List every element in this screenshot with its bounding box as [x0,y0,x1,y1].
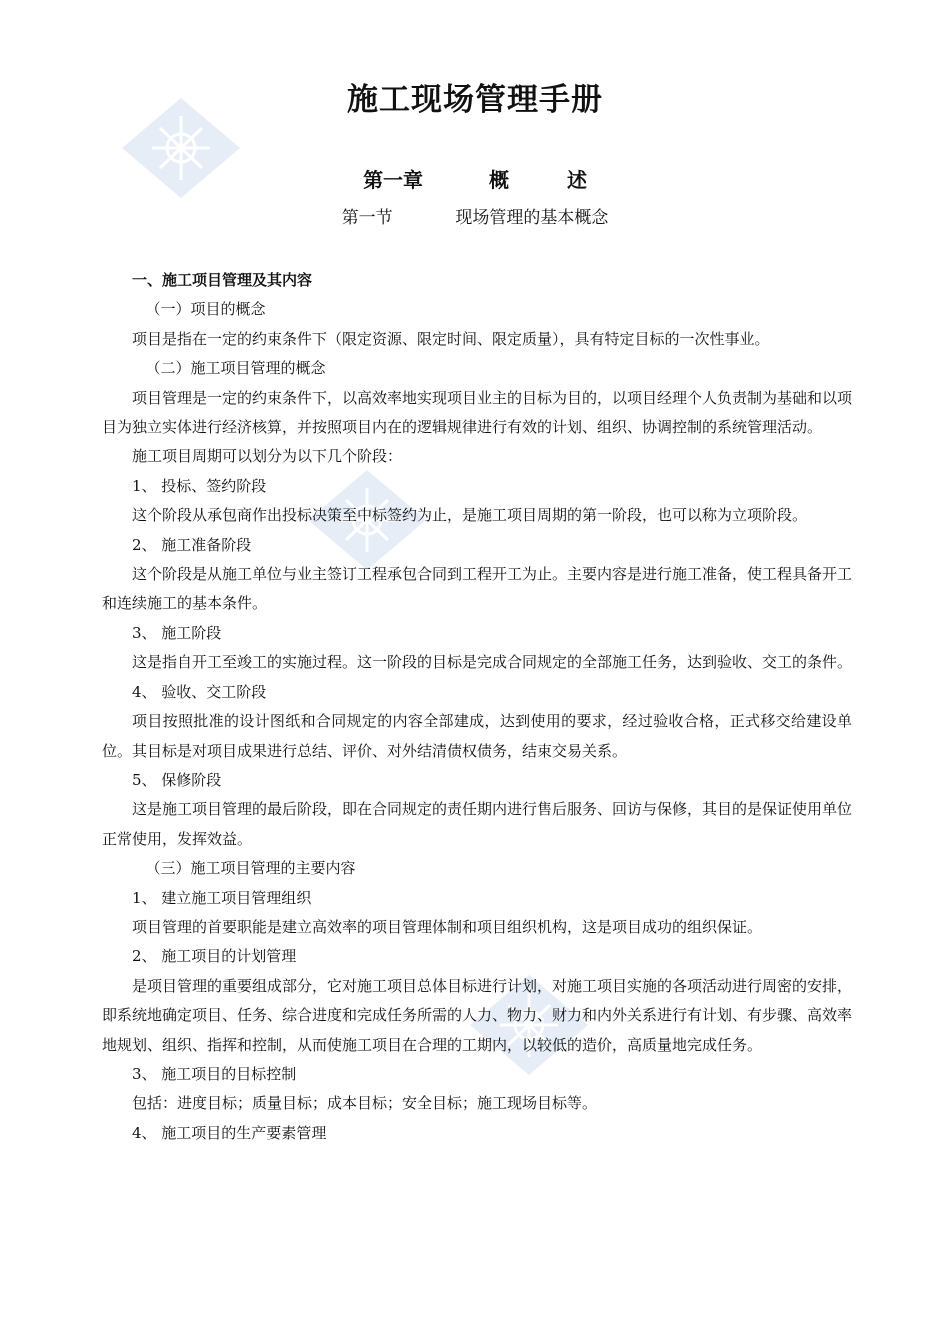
body-paragraph: 项目管理是一定的约束条件下，以高效率地实现项目业主的目标为目的，以项目经理个人负责制为基础和以项目为独立实体进行经济核算，并按照项目内在的逻辑规律进行有效的计划、组织、协调控制的系统管理活动。 [102,388,853,437]
body-paragraph: 4、 验收、交工阶段 [132,682,267,701]
section-heading [0,203,950,228]
section-number: 第一节 [341,208,393,228]
body-paragraph: 这是施工项目管理的最后阶段，即在合同规定的责任期内进行售后服务、回访与保修，其目的是保证使用单位正常使用，发挥效益。 [102,800,853,848]
body-paragraph: 3、 施工阶段 [132,623,222,642]
body-paragraph: 5、 保修阶段 [132,770,222,789]
body-paragraph: 3、 施工项目的目标控制 [132,1064,297,1083]
body-paragraph: 1、 建立施工项目管理组织 [132,888,312,907]
body-paragraph: 包括：进度目标；质量目标；成本目标；安全目标；施工现场目标等。 [132,1094,598,1113]
document-title: 施工现场管理手册 [347,82,603,118]
body-paragraph: 项目是指在一定的约束条件下（限定资源、限定时间、限定质量），具有特定目标的一次性事业。 [132,329,770,348]
body-paragraph: 4、 施工项目的生产要素管理 [132,1123,327,1142]
body-paragraph: 是项目管理的重要组成部分，它对施工项目总体目标进行计划，对施工项目实施的各项活动进行周密的安排，即系统地确定项目、任务、综合进度和完成任务所需的人力、物力、财力和内外关系进行有计划、有步骤、高效率地规划、组织、指挥和控制，从而使施工项目在合理的工期内，以较低的造价，高质量地完成任务。 [102,976,853,1054]
chapter-number: 第一章 [363,168,424,192]
document-body [102,266,852,1148]
body-paragraph: 施工项目周期可以划分为以下几个阶段： [132,447,403,466]
body-paragraph: 项目管理的首要职能是建立高效率的项目管理体制和项目组织机构，这是项目成功的组织保证。 [132,917,763,936]
subsection-heading: （三）施工项目管理的主要内容 [145,859,356,878]
chapter-name-first: 概 [489,168,509,192]
section-subheading: 一、施工项目管理及其内容 [132,271,313,289]
chapter-name-second: 述 [566,168,587,192]
section-name: 现场管理的基本概念 [455,208,609,228]
subsection-heading: （二）施工项目管理的概念 [145,359,326,378]
body-paragraph: 项目按照批准的设计图纸和合同规定的内容全部建成，达到使用的要求，经过验收合格，正式移交给建设单位。其目标是对项目成果进行总结、评价、对外结清债权债务，结束交易关系。 [102,712,852,760]
body-paragraph: 1、 投标、签约阶段 [132,476,267,495]
chapter-heading [0,164,950,193]
body-paragraph: 这个阶段从承包商作出投标决策至中标签约为止，是施工项目周期的第一阶段，也可以称为立项阶段。 [132,506,808,525]
body-paragraph: 2、 施工项目的计划管理 [132,947,297,966]
body-paragraph: 这是指自开工至竣工的实施过程。这一阶段的目标是完成合同规定的全部施工任务，达到验收、交工的条件。 [132,653,853,672]
body-paragraph: 这个阶段是从施工单位与业主签订工程承包合同到工程开工为止。主要内容是进行施工准备，使工程具备开工和连续施工的基本条件。 [102,565,853,613]
body-paragraph: 2、 施工准备阶段 [132,535,252,554]
subsection-heading: （一）项目的概念 [145,300,266,319]
